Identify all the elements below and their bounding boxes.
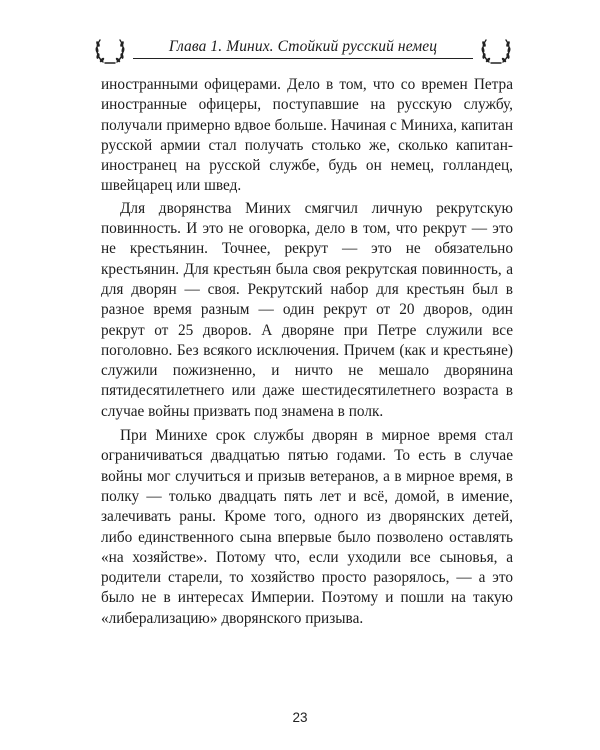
paragraph: иностранными офицерами. Дело в том, что со времен Петра иностранные офицеры, поступавшие на русскую службу, получали примерно вдвое больше. Начиная с Миниха, капитан русской армии стал получать столько же, сколько капитан-иностранец на русской службе, будь он немец, голландец, швейцарец или швед. xyxy=(101,76,513,195)
header-rule xyxy=(133,58,473,59)
laurel-wreath-icon xyxy=(93,36,127,66)
running-header xyxy=(93,36,513,66)
chapter-title: Глава 1. Миних. Стойкий русский немец xyxy=(168,38,438,55)
laurel-wreath-icon xyxy=(479,36,513,66)
paragraph: При Минихе срок службы дворян в мирное время стал ограничиваться двадцатью пятью годами. То есть в случае войны мог случиться и призыв ветеранов, а в мирное время, в полку — только двадцать пять лет и всё, домой, в имение, залечивать раны. Кроме того, одного из дворянских детей, либо единственного сына впервые было позволено оставлять «на хозяйстве». Потому что, если уходили все сыновья, а родители старели, то хозяйство просто разорялось, — а это было не в интересах Империи. Поэтому и пошли на такую «либерализацию» дворянского призыва. xyxy=(101,427,513,627)
body-text xyxy=(101,75,513,629)
paragraph: Для дворянства Миних смягчил личную рекрутскую повинность. И это не оговорка, дело в том, что рекрут — это не крестьянин. Точнее, рекрут — это не обязательно крестьянин. Для крестьян была своя рекрутская повинность, а для дворян — своя. Рекрутский набор для крестьян был в разное время разным — один рекрут от 20 дворов, один рекрут от 25 дворов. А дворяне при Петре служили все поголовно. Без всякого исключения. Причем (как и крестьяне) служили пожизненно, и ничто не мешало дворянина пятидесятилетнего или даже шестидесятилетнего возраста в случае войны призвать под знамена в полк. xyxy=(101,199,513,420)
page-number: 23 xyxy=(292,710,308,725)
